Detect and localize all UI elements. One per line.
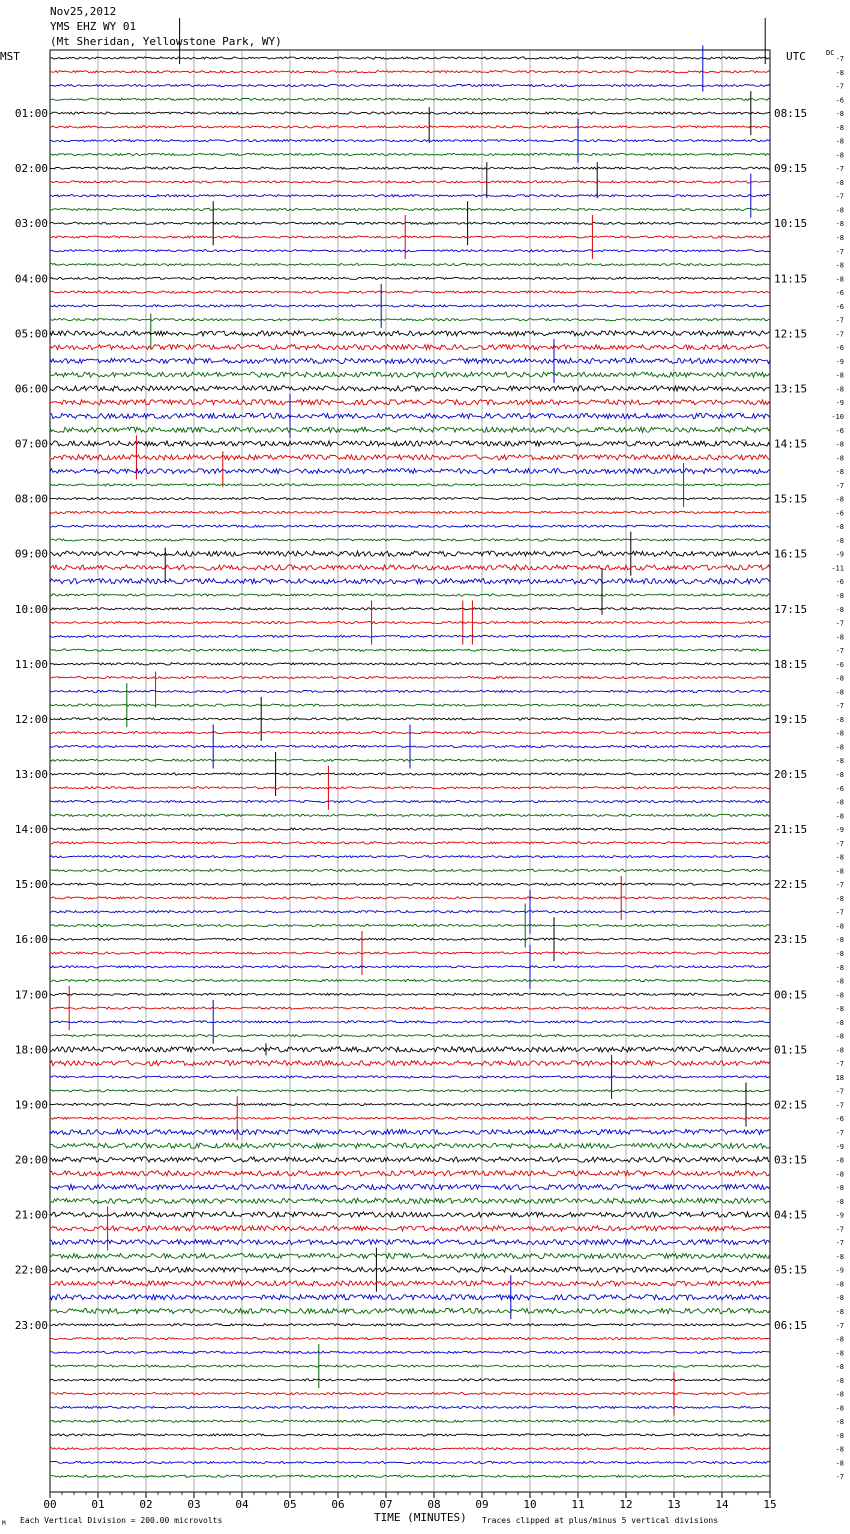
hour-label-mst: 16:00 bbox=[14, 933, 48, 947]
trace-row bbox=[50, 1185, 770, 1190]
x-tick-label: 03 bbox=[187, 1498, 201, 1511]
hour-label-utc: 02:15 bbox=[774, 1098, 808, 1112]
trace-row bbox=[50, 222, 770, 224]
dc-offset-label: -8 bbox=[835, 371, 844, 380]
dc-offset-label: -8 bbox=[835, 757, 844, 766]
dc-offset-label: -8 bbox=[835, 1363, 844, 1372]
dc-offset-label: -8 bbox=[835, 234, 844, 242]
dc-offset-label: -8 bbox=[835, 812, 844, 821]
hour-label-utc: 18:15 bbox=[774, 657, 808, 671]
plot-frame bbox=[50, 50, 770, 1492]
trace-row bbox=[50, 1461, 770, 1463]
corner-mark: M bbox=[2, 1520, 6, 1527]
trace-row bbox=[50, 1076, 770, 1078]
dc-offset-label: -6 bbox=[835, 1115, 844, 1124]
trace-row bbox=[50, 57, 770, 59]
dc-offset-label: -8 bbox=[835, 936, 844, 945]
trace-row bbox=[50, 498, 770, 500]
dc-offset-label: -8 bbox=[835, 605, 844, 614]
dc-offset-label: -8 bbox=[835, 1390, 844, 1399]
hour-label-mst: 22:00 bbox=[14, 1263, 48, 1277]
trace-row bbox=[50, 305, 770, 307]
hour-label-utc: 20:15 bbox=[774, 768, 808, 781]
dc-offset-label: -7 bbox=[835, 316, 844, 325]
hour-label-mst: 11:00 bbox=[14, 657, 48, 671]
hour-label-mst: 18:00 bbox=[14, 1043, 48, 1057]
trace-row bbox=[50, 400, 770, 405]
dc-offset-label: -8 bbox=[835, 1459, 844, 1468]
trace-row bbox=[50, 236, 770, 238]
trace-row bbox=[50, 828, 770, 830]
trace-row bbox=[50, 814, 770, 816]
trace-row bbox=[50, 608, 770, 610]
trace-row bbox=[50, 1308, 770, 1313]
hour-label-utc: 01:15 bbox=[774, 1043, 808, 1057]
x-tick-label: 01 bbox=[91, 1498, 105, 1511]
trace-row bbox=[50, 167, 770, 169]
dc-offset-label: -6 bbox=[835, 302, 844, 311]
hour-label-utc: 09:15 bbox=[774, 162, 808, 176]
dc-offset-label: -8 bbox=[835, 523, 844, 532]
trace-row bbox=[50, 455, 770, 460]
trace-row bbox=[50, 1267, 770, 1272]
dc-offset-label: 18 bbox=[835, 1073, 844, 1082]
trace-row bbox=[50, 1434, 770, 1436]
trace-row bbox=[50, 181, 770, 183]
dc-offset-label: -8 bbox=[835, 688, 844, 697]
dc-offset-label: -6 bbox=[835, 578, 844, 587]
dc-offset-label: -7 bbox=[835, 702, 844, 711]
trace-row bbox=[50, 1047, 770, 1052]
hour-label-utc: 22:15 bbox=[774, 878, 808, 892]
hour-label-utc: 03:15 bbox=[774, 1153, 808, 1167]
trace-row bbox=[50, 594, 770, 596]
dc-offset-label: -8 bbox=[835, 771, 844, 779]
hour-label-utc: 15:15 bbox=[774, 492, 808, 506]
dc-offset-label: -8 bbox=[835, 536, 844, 545]
dc-offset-label: -7 bbox=[835, 82, 844, 91]
trace-row bbox=[50, 469, 770, 474]
hour-label-mst: 12:00 bbox=[14, 712, 48, 726]
trace-row bbox=[50, 897, 770, 899]
x-axis-title: TIME (MINUTES) bbox=[374, 1511, 467, 1524]
dc-offset-label: -6 bbox=[835, 344, 844, 353]
dc-offset-label: -7 bbox=[835, 839, 844, 848]
dc-offset-label: -9 bbox=[835, 1266, 844, 1275]
hour-label-mst: 07:00 bbox=[14, 437, 48, 451]
trace-row bbox=[50, 319, 770, 321]
trace-row bbox=[50, 663, 770, 665]
x-tick-label: 04 bbox=[235, 1498, 249, 1511]
trace-row bbox=[50, 1171, 770, 1176]
trace-row bbox=[50, 966, 770, 968]
dc-offset-label: -8 bbox=[835, 633, 844, 642]
hour-label-mst: 17:00 bbox=[14, 988, 48, 1002]
trace-row bbox=[50, 1240, 770, 1245]
trace-row bbox=[50, 112, 770, 114]
trace-row bbox=[50, 1035, 770, 1037]
dc-offset-label: -8 bbox=[835, 385, 844, 394]
dc-offset-label: -7 bbox=[835, 1060, 844, 1069]
hour-label-utc: 08:15 bbox=[774, 107, 808, 121]
dc-offset-label: -8 bbox=[835, 454, 844, 463]
dc-offset-label: -8 bbox=[835, 1335, 844, 1344]
trace-row bbox=[50, 484, 770, 486]
dc-offset-label: -7 bbox=[835, 1473, 844, 1482]
dc-offset-label: -8 bbox=[835, 1170, 844, 1179]
dc-offset-label: -7 bbox=[835, 881, 844, 890]
dc-offset-label: -8 bbox=[835, 261, 844, 270]
trace-row bbox=[50, 551, 770, 556]
dc-offset-label: -8 bbox=[835, 963, 844, 972]
trace-row bbox=[50, 263, 770, 265]
dc-offset-label: -8 bbox=[835, 123, 844, 132]
trace-row bbox=[50, 677, 770, 679]
trace-row bbox=[50, 331, 770, 336]
dc-offset-label: -8 bbox=[835, 715, 844, 724]
trace-row bbox=[50, 979, 770, 981]
x-tick-label: 13 bbox=[667, 1498, 681, 1511]
dc-offset-label: -8 bbox=[835, 853, 844, 862]
trace-row bbox=[50, 427, 770, 432]
date-label: Nov25,2012 bbox=[50, 5, 117, 18]
dc-offset-label: -7 bbox=[835, 481, 844, 490]
trace-row bbox=[50, 291, 770, 293]
trace-row bbox=[50, 565, 770, 570]
dc-offset-label: -8 bbox=[835, 674, 844, 683]
hour-label-mst: 08:00 bbox=[14, 492, 48, 506]
trace-row bbox=[50, 1061, 770, 1066]
hour-label-utc: 10:15 bbox=[774, 217, 808, 231]
hour-label-utc: 00:15 bbox=[774, 988, 808, 1002]
dc-offset-label: -8 bbox=[835, 950, 844, 958]
dc-offset-label: -8 bbox=[835, 922, 844, 931]
left-timezone-label: MST bbox=[0, 50, 20, 63]
trace-row bbox=[50, 649, 770, 651]
hour-label-mst: 15:00 bbox=[14, 878, 48, 892]
trace-row bbox=[50, 1157, 770, 1162]
trace-row bbox=[50, 635, 770, 637]
dc-offset-label: -7 bbox=[835, 192, 844, 201]
x-tick-label: 05 bbox=[283, 1498, 297, 1511]
trace-row bbox=[50, 1143, 770, 1148]
dc-offset-label: -8 bbox=[835, 1349, 844, 1358]
dc-offset-label: -8 bbox=[835, 867, 844, 876]
trace-row bbox=[50, 345, 770, 350]
dc-offset-label: -8 bbox=[835, 137, 844, 146]
dc-offset-label: -8 bbox=[835, 275, 844, 284]
dc-offset-label: -6 bbox=[835, 784, 844, 793]
scale-note: Each Vertical Division = 200.00 microvolts bbox=[20, 1516, 223, 1525]
trace-row bbox=[50, 952, 770, 954]
dc-offset-label: -8 bbox=[835, 206, 844, 215]
trace-row bbox=[50, 358, 770, 363]
dc-offset-label: -8 bbox=[835, 1046, 844, 1055]
dc-offset-label: -8 bbox=[835, 991, 844, 1000]
trace-row bbox=[50, 704, 770, 706]
dc-offset-label: -9 bbox=[835, 1142, 844, 1151]
dc-offset-label: -7 bbox=[835, 1129, 844, 1137]
dc-offset-label: -7 bbox=[835, 165, 844, 174]
dc-label: DC bbox=[826, 49, 835, 57]
trace-row bbox=[50, 441, 770, 446]
dc-offset-label: -7 bbox=[835, 908, 844, 917]
hour-label-mst: 09:00 bbox=[14, 547, 48, 561]
trace-row bbox=[50, 883, 770, 885]
dc-offset-label: -7 bbox=[835, 1087, 844, 1096]
trace-row bbox=[50, 1406, 770, 1408]
trace-row bbox=[50, 1281, 770, 1286]
trace-row bbox=[50, 386, 770, 391]
hour-label-utc: 16:15 bbox=[774, 547, 808, 561]
trace-row bbox=[50, 1351, 770, 1353]
dc-offset-label: -8 bbox=[835, 68, 844, 77]
x-tick-label: 06 bbox=[331, 1498, 345, 1511]
hour-label-mst: 01:00 bbox=[14, 107, 48, 121]
trace-row bbox=[50, 773, 770, 775]
hour-label-mst: 03:00 bbox=[14, 217, 48, 231]
dc-offset-label: -7 bbox=[835, 647, 844, 656]
location-label: (Mt Sheridan, Yellowstone Park, WY) bbox=[50, 35, 282, 48]
trace-row bbox=[50, 690, 770, 692]
hour-label-mst: 23:00 bbox=[14, 1318, 48, 1332]
dc-offset-label: -8 bbox=[835, 1431, 844, 1440]
x-tick-label: 00 bbox=[43, 1498, 57, 1511]
trace-row bbox=[50, 84, 770, 86]
dc-offset-label: -6 bbox=[835, 660, 844, 669]
dc-offset-label: -8 bbox=[835, 1032, 844, 1041]
dc-offset-label: -8 bbox=[835, 1376, 844, 1385]
dc-offset-label: -8 bbox=[835, 1156, 844, 1165]
trace-row bbox=[50, 1420, 770, 1422]
trace-row bbox=[50, 800, 770, 802]
dc-offset-label: -9 bbox=[835, 1211, 844, 1220]
trace-row bbox=[50, 718, 770, 720]
station-label: YMS EHZ WY 01 bbox=[50, 20, 137, 33]
trace-row bbox=[50, 621, 770, 623]
trace-row bbox=[50, 250, 770, 252]
dc-offset-label: -8 bbox=[835, 592, 844, 600]
trace-row bbox=[50, 1226, 770, 1231]
hour-label-utc: 14:15 bbox=[774, 437, 808, 451]
dc-offset-label: -8 bbox=[835, 468, 844, 477]
trace-row bbox=[50, 993, 770, 995]
x-tick-label: 10 bbox=[523, 1498, 537, 1511]
trace-row bbox=[50, 924, 770, 926]
dc-offset-label: -6 bbox=[835, 289, 844, 298]
hour-label-mst: 10:00 bbox=[14, 602, 48, 616]
trace-row bbox=[50, 539, 770, 541]
dc-offset-label: -7 bbox=[835, 619, 844, 628]
trace-row bbox=[50, 413, 770, 418]
trace-row bbox=[50, 1448, 770, 1450]
trace-row bbox=[50, 842, 770, 844]
dc-offset-label: -8 bbox=[835, 178, 844, 187]
dc-offset-label: -8 bbox=[835, 977, 844, 986]
hour-label-utc: 12:15 bbox=[774, 327, 808, 341]
dc-offset-label: -8 bbox=[835, 1404, 844, 1413]
trace-row bbox=[50, 71, 770, 73]
dc-offset-label: -7 bbox=[835, 55, 844, 63]
trace-row bbox=[50, 1475, 770, 1477]
dc-offset-label: -8 bbox=[835, 1308, 844, 1316]
trace-row bbox=[50, 1379, 770, 1381]
dc-offset-label: -8 bbox=[835, 495, 844, 504]
trace-row bbox=[50, 1324, 770, 1326]
trace-row bbox=[50, 1365, 770, 1367]
trace-row bbox=[50, 1129, 770, 1134]
hour-label-utc: 23:15 bbox=[774, 933, 808, 947]
dc-offset-label: -8 bbox=[835, 1184, 844, 1193]
dc-offset-label: -8 bbox=[835, 1280, 844, 1289]
hour-label-mst: 06:00 bbox=[14, 382, 48, 396]
trace-row bbox=[50, 1253, 770, 1258]
hour-label-mst: 20:00 bbox=[14, 1153, 48, 1167]
dc-offset-label: -9 bbox=[835, 357, 844, 366]
x-tick-label: 11 bbox=[571, 1498, 585, 1511]
hour-label-mst: 19:00 bbox=[14, 1098, 48, 1112]
hour-label-mst: 14:00 bbox=[14, 823, 48, 837]
trace-row bbox=[50, 1212, 770, 1217]
trace-row bbox=[50, 277, 770, 279]
dc-offset-label: -8 bbox=[835, 151, 844, 160]
x-tick-label: 12 bbox=[619, 1498, 633, 1511]
trace-row bbox=[50, 911, 770, 913]
dc-offset-label: -8 bbox=[835, 1294, 844, 1303]
trace-row bbox=[50, 1007, 770, 1009]
x-tick-label: 09 bbox=[475, 1498, 489, 1511]
dc-offset-label: -8 bbox=[835, 220, 844, 229]
dc-offset-label: -11 bbox=[831, 564, 844, 573]
x-tick-label: 07 bbox=[379, 1498, 393, 1511]
trace-row bbox=[50, 1295, 770, 1300]
trace-row bbox=[50, 1337, 770, 1339]
dc-offset-label: -8 bbox=[835, 798, 844, 807]
hour-label-utc: 04:15 bbox=[774, 1208, 808, 1222]
trace-row bbox=[50, 153, 770, 155]
hour-label-mst: 02:00 bbox=[14, 162, 48, 176]
trace-row bbox=[50, 1021, 770, 1023]
trace-row bbox=[50, 525, 770, 527]
trace-row bbox=[50, 856, 770, 858]
trace-row bbox=[50, 938, 770, 940]
dc-offset-label: -8 bbox=[835, 110, 844, 119]
trace-row bbox=[50, 869, 770, 871]
trace-row bbox=[50, 195, 770, 197]
dc-offset-label: -7 bbox=[835, 1321, 844, 1330]
hour-label-utc: 05:15 bbox=[774, 1263, 808, 1277]
x-tick-label: 14 bbox=[715, 1498, 729, 1511]
dc-offset-label: -8 bbox=[835, 743, 844, 752]
dc-offset-label: -6 bbox=[835, 426, 844, 435]
trace-row bbox=[50, 372, 770, 377]
dc-offset-label: -7 bbox=[835, 1101, 844, 1110]
dc-offset-label: -7 bbox=[835, 1239, 844, 1248]
dc-offset-label: -8 bbox=[835, 894, 844, 903]
dc-offset-label: -8 bbox=[835, 1252, 844, 1261]
trace-row bbox=[50, 1103, 770, 1105]
clip-note: Traces clipped at plus/minus 5 vertical divisions bbox=[482, 1516, 719, 1525]
dc-offset-label: -7 bbox=[835, 1225, 844, 1234]
trace-row bbox=[50, 1090, 770, 1092]
dc-offset-label: -9 bbox=[835, 399, 844, 408]
dc-offset-label: -8 bbox=[835, 1197, 844, 1206]
trace-row bbox=[50, 126, 770, 128]
dc-offset-label: -7 bbox=[835, 247, 844, 256]
trace-row bbox=[50, 1198, 770, 1203]
x-tick-label: 08 bbox=[427, 1498, 441, 1511]
dc-offset-label: -8 bbox=[835, 1445, 844, 1454]
hour-label-mst: 13:00 bbox=[14, 768, 48, 781]
right-timezone-label: UTC bbox=[786, 50, 806, 63]
trace-row bbox=[50, 98, 770, 100]
hour-label-mst: 21:00 bbox=[14, 1208, 48, 1222]
dc-offset-label: -9 bbox=[835, 550, 844, 559]
hour-label-utc: 13:15 bbox=[774, 382, 808, 396]
dc-offset-label: -9 bbox=[835, 826, 844, 835]
trace-row bbox=[50, 208, 770, 210]
dc-offset-label: -10 bbox=[831, 413, 844, 421]
hour-label-mst: 04:00 bbox=[14, 272, 48, 286]
dc-offset-label: -8 bbox=[835, 1005, 844, 1014]
trace-row bbox=[50, 579, 770, 584]
hour-label-utc: 19:15 bbox=[774, 712, 808, 726]
dc-offset-label: -6 bbox=[835, 509, 844, 518]
trace-row bbox=[50, 787, 770, 789]
dc-offset-label: -8 bbox=[835, 1418, 844, 1427]
hour-label-mst: 05:00 bbox=[14, 327, 48, 341]
dc-offset-label: -8 bbox=[835, 729, 844, 738]
dc-offset-label: -7 bbox=[835, 330, 844, 339]
x-tick-label: 02 bbox=[139, 1498, 153, 1511]
hour-label-utc: 21:15 bbox=[774, 823, 808, 837]
trace-row bbox=[50, 1117, 770, 1119]
hour-label-utc: 11:15 bbox=[774, 272, 808, 286]
dc-offset-label: -8 bbox=[835, 1018, 844, 1027]
hour-label-utc: 06:15 bbox=[774, 1318, 808, 1332]
x-tick-label: 15 bbox=[763, 1498, 777, 1511]
dc-offset-label: -8 bbox=[835, 440, 844, 449]
trace-row bbox=[50, 511, 770, 513]
trace-row bbox=[50, 140, 770, 142]
dc-offset-label: -6 bbox=[835, 96, 844, 105]
hour-label-utc: 17:15 bbox=[774, 602, 808, 616]
trace-row bbox=[50, 1393, 770, 1395]
